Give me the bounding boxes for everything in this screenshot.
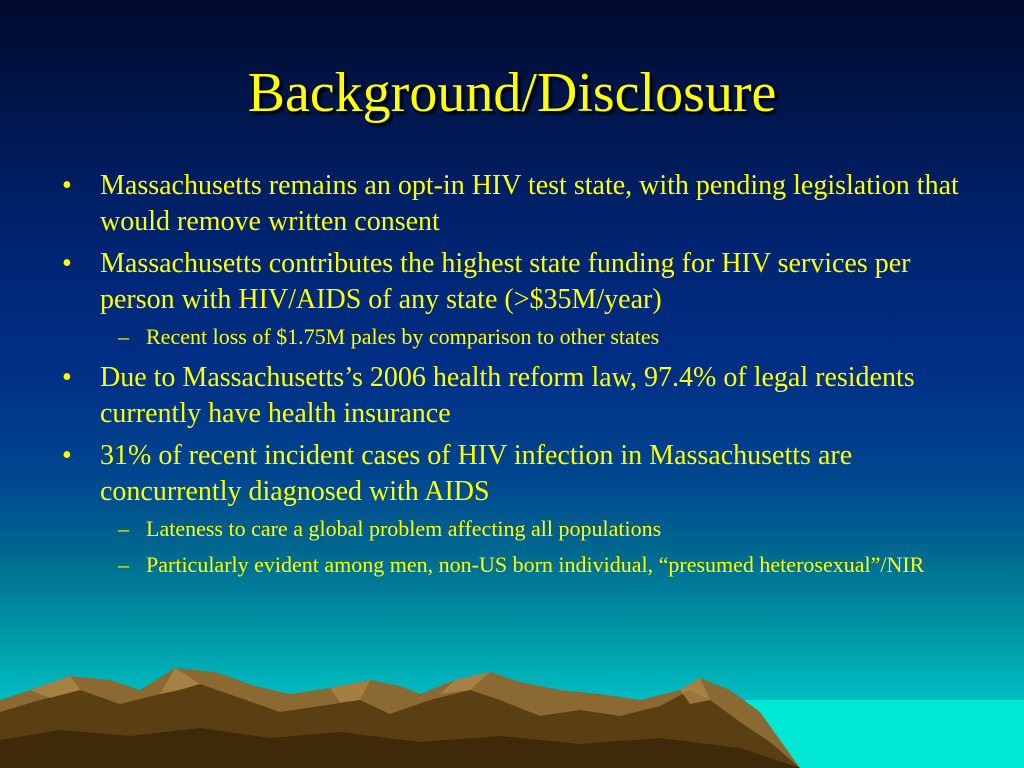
bullet-text: Massachusetts contributes the highest state funding for HIV services per person with HIV/AIDS of any state (>$35M/year)	[100, 248, 911, 315]
bullet-marker: •	[62, 170, 72, 201]
sub-bullet-text: Lateness to care a global problem affecting all populations	[146, 516, 662, 541]
bullet-marker: •	[62, 440, 72, 471]
sub-bullet-list	[100, 322, 980, 352]
bullet-text: Due to Massachusetts’s 2006 health reform law, 97.4% of legal residents currently have health insurance	[100, 362, 915, 429]
sub-bullet-marker: –	[118, 324, 129, 349]
sub-bullet-item	[100, 550, 980, 580]
sub-bullet-text: Recent loss of $1.75M pales by comparison to other states	[146, 324, 660, 349]
bullet-marker: •	[62, 248, 72, 279]
bullet-text: Massachusetts remains an opt-in HIV test state, with pending legislation that would remove written consent	[100, 170, 959, 237]
bullet-list	[60, 168, 980, 588]
bullet-item	[60, 360, 980, 432]
sub-bullet-item	[100, 322, 980, 352]
bullet-text: 31% of recent incident cases of HIV infection in Massachusetts are concurrently diagnosed with AIDS	[100, 440, 853, 507]
sub-bullet-marker: –	[118, 516, 129, 541]
sub-bullet-item	[100, 514, 980, 544]
slide-title: Background/Disclosure	[247, 62, 777, 124]
sub-bullet-text: Particularly evident among men, non-US born individual, “presumed heterosexual”/NIR	[146, 552, 925, 577]
sub-bullet-marker: –	[118, 552, 129, 577]
bullet-marker: •	[62, 362, 72, 393]
bullet-item	[60, 168, 980, 240]
sub-bullet-list	[100, 514, 980, 580]
bullet-item	[60, 438, 980, 580]
bullet-item	[60, 246, 980, 352]
